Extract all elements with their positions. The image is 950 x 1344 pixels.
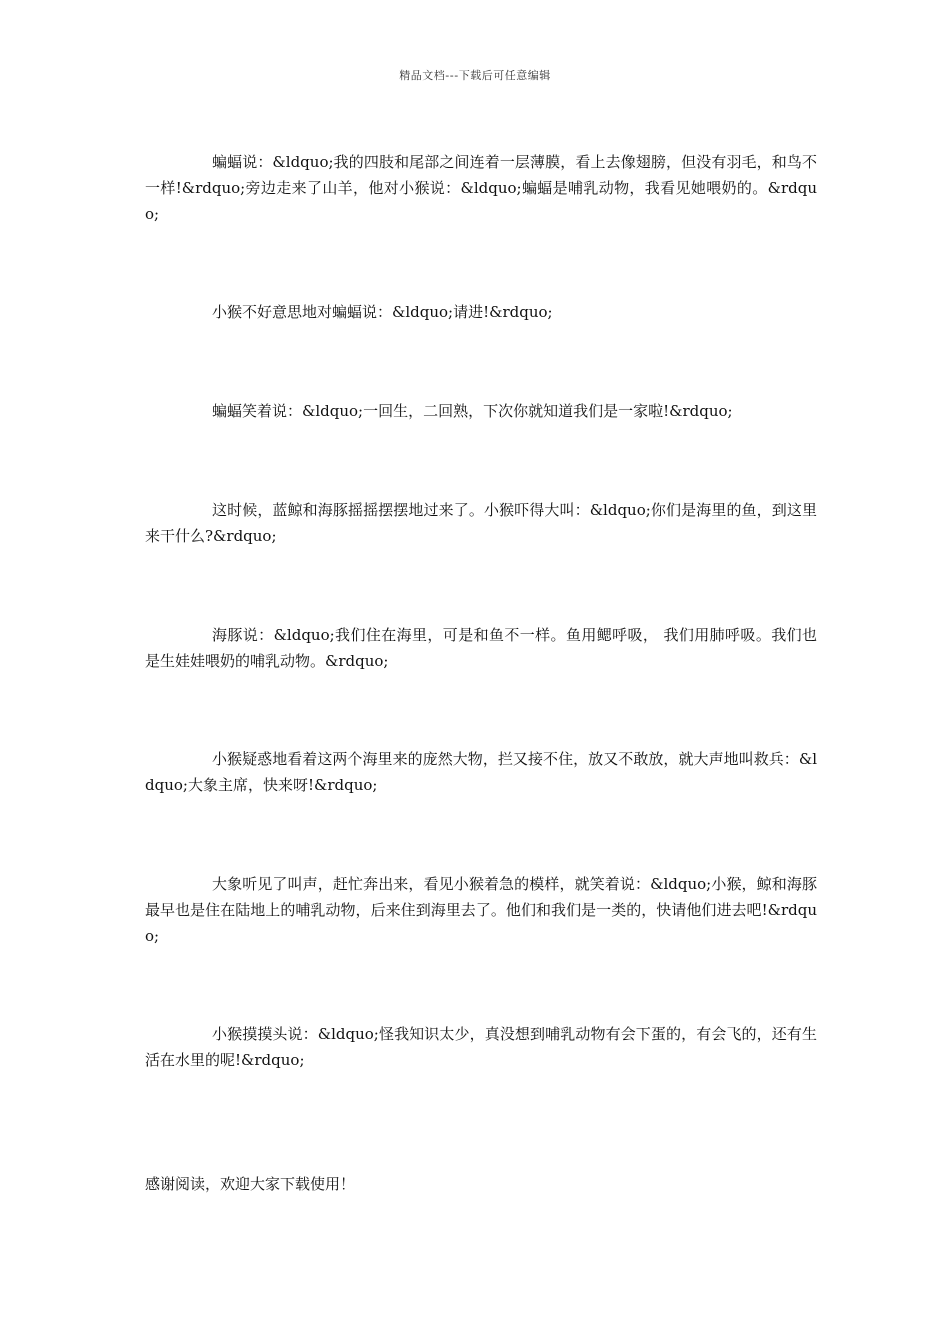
paragraph-monkey-reflects: 小猴摸摸头说：&ldquo;怪我知识太少，真没想到哺乳动物有会下蛋的，有会飞的，还有生活在水里的呢!&rdquo; xyxy=(145,1025,817,1069)
paragraph-dolphin-explains: 海豚说：&ldquo;我们住在海里，可是和鱼不一样。鱼用鳃呼吸， 我们用肺呼吸。我们也是生娃娃喂奶的哺乳动物。&rdquo; xyxy=(145,626,817,670)
paragraph-monkey-calls-help: 小猴疑惑地看着这两个海里来的庞然大物，拦又接不住，放又不敢放，就大声地叫救兵：&ldquo;大象主席，快来呀!&rdquo; xyxy=(145,750,817,794)
paragraph-bat-explains: 蝙蝠说：&ldquo;我的四肢和尾部之间连着一层薄膜，看上去像翅膀，但没有羽毛，和鸟不一样!&rdquo;旁边走来了山羊，他对小猴说：&ldquo;蝙蝠是哺乳动物，我看见她喂奶的。&rdquo; xyxy=(145,153,817,223)
page-header: 精品文档---下载后可任意编辑 xyxy=(399,69,551,82)
closing-thanks: 感谢阅读，欢迎大家下载使用！ xyxy=(145,1175,356,1193)
paragraph-bat-laughs: 蝙蝠笑着说：&ldquo;一回生，二回熟，下次你就知道我们是一家啦!&rdquo; xyxy=(212,402,733,420)
paragraph-monkey-invites: 小猴不好意思地对蝙蝠说：&ldquo;请进!&rdquo; xyxy=(212,303,553,321)
paragraph-whale-dolphin-arrive: 这时候，蓝鲸和海豚摇摇摆摆地过来了。小猴吓得大叫：&ldquo;你们是海里的鱼，到这里来干什么?&rdquo; xyxy=(145,501,817,545)
paragraph-elephant-explains: 大象听见了叫声，赶忙奔出来，看见小猴着急的模样，就笑着说：&ldquo;小猴，鲸和海豚最早也是住在陆地上的哺乳动物，后来住到海里去了。他们和我们是一类的，快请他们进去吧!&rdquo; xyxy=(145,875,817,945)
